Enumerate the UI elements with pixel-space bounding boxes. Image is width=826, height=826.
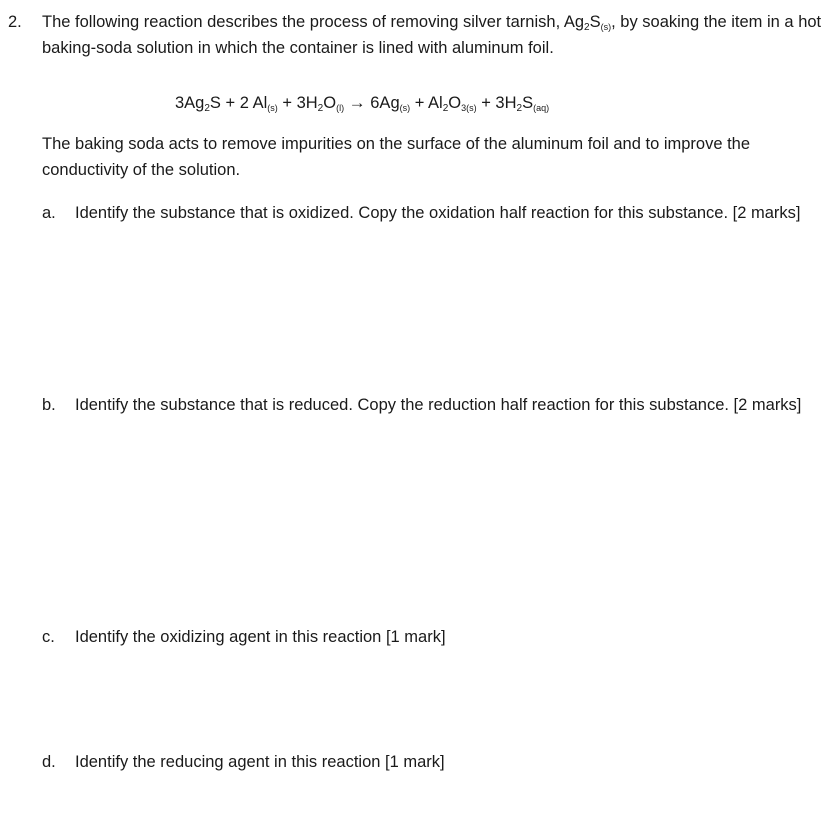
question-note: The baking soda acts to remove impurities on the surface of the aluminum foil and to improve the conductivity of the solution. (42, 135, 751, 179)
chemical-equation: $3Ag_2S + 2$ $Al_{(s)} + 3H_2O_{(l)} \to 6Ag_{(s)} + Al_2O_{3(s)} + 3H_2S_{(aq)}$ (175, 93, 550, 114)
part-d-text: Identify the reducing agent in this reaction [1 mark] (75, 753, 445, 771)
part-c-letter: c. (42, 628, 55, 646)
part-c-text: Identify the oxidizing agent in this reaction [1 mark] (75, 628, 446, 646)
part-b-letter: b. (42, 396, 56, 414)
part-b-text: Identify the substance that is reduced. Copy the reduction half reaction for this substance. [2 marks] (75, 396, 802, 414)
reaction-arrow-icon: → (348, 93, 366, 112)
question-number: 2. (8, 13, 22, 31)
part-a-text: Identify the substance that is oxidized. Copy the oxidation half reaction for this substance. [2 marks] (75, 204, 801, 222)
question-intro: The following reaction describes the process of removing silver tarnish, $Ag_2S_{(s)}$, by soaking the item in a hot baking-soda solution in which the container is lined with aluminum foil. (42, 13, 822, 57)
part-a-letter: a. (42, 204, 56, 222)
part-d-letter: d. (42, 753, 56, 771)
